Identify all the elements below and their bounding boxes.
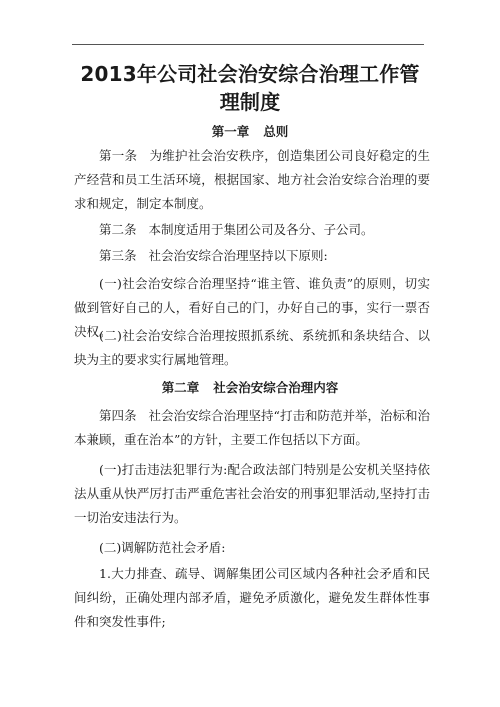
chapter-2-heading [74, 380, 426, 396]
chapter-2-number: 第二章 [161, 380, 200, 395]
item-2: (二)调解防范社会矛盾: [99, 540, 226, 555]
article-2-label: 第二条 [99, 222, 137, 237]
chapter-2-name: 社会治安综合治理内容 [213, 380, 339, 395]
item-2-1: 1.大力排查、疏导、调解集团公司区域内各种社会矛盾和民间纠纷，正确处理内部矛盾，避免矛质激化，避免发生群体性事件和突发性事件; [74, 566, 430, 629]
article-4-text: 社会治安综合治理坚持“打击和防范并举，治标和治本兼顾，重在治本”的方针，主要工作包括以下方面。 [74, 408, 430, 447]
document-title: 2013年公司社会治安综合治理工作管理制度 [80, 62, 420, 114]
principle-1: (一)社会治安综合治理坚持“谁主管、谁负责”的原则，切实做到管好自己的人，看好自己的门，办好自己的事，实行一票否决权。 [74, 276, 430, 339]
chapter-1-heading [74, 124, 426, 140]
article-4-label: 第四条 [99, 408, 137, 423]
article-1 [74, 144, 430, 216]
article-1-text: 为维护社会治安秩序，创造集团公司良好稳定的生产经营和员工生活环境，根据国家、地方社会治安综合治理的要求和规定，制定本制度。 [74, 148, 430, 211]
article-3 [74, 244, 430, 268]
article-4 [74, 404, 430, 452]
article-3-text: 社会治安综合治理坚持以下原则: [148, 248, 328, 263]
chapter-1-name: 总则 [263, 124, 289, 139]
article-2 [74, 218, 430, 242]
article-1-label: 第一条 [99, 148, 138, 163]
principle-2: (二)社会治安综合治理按照抓系统、系统抓和条块结合、以块为主的要求实行属地管理。 [74, 328, 430, 367]
header-rule [72, 44, 424, 45]
item-1: (一)打击违法犯罪行为:配合政法部门特别是公安机关坚持依法从重从快严厉打击严重危害社会治安的刑事犯罪活动,坚持打击一切治安违法行为。 [74, 462, 430, 525]
article-2-text: 本制度适用于集团公司及各分、子公司。 [148, 222, 374, 237]
chapter-1-number: 第一章 [211, 124, 250, 139]
article-3-label: 第三条 [99, 248, 137, 263]
